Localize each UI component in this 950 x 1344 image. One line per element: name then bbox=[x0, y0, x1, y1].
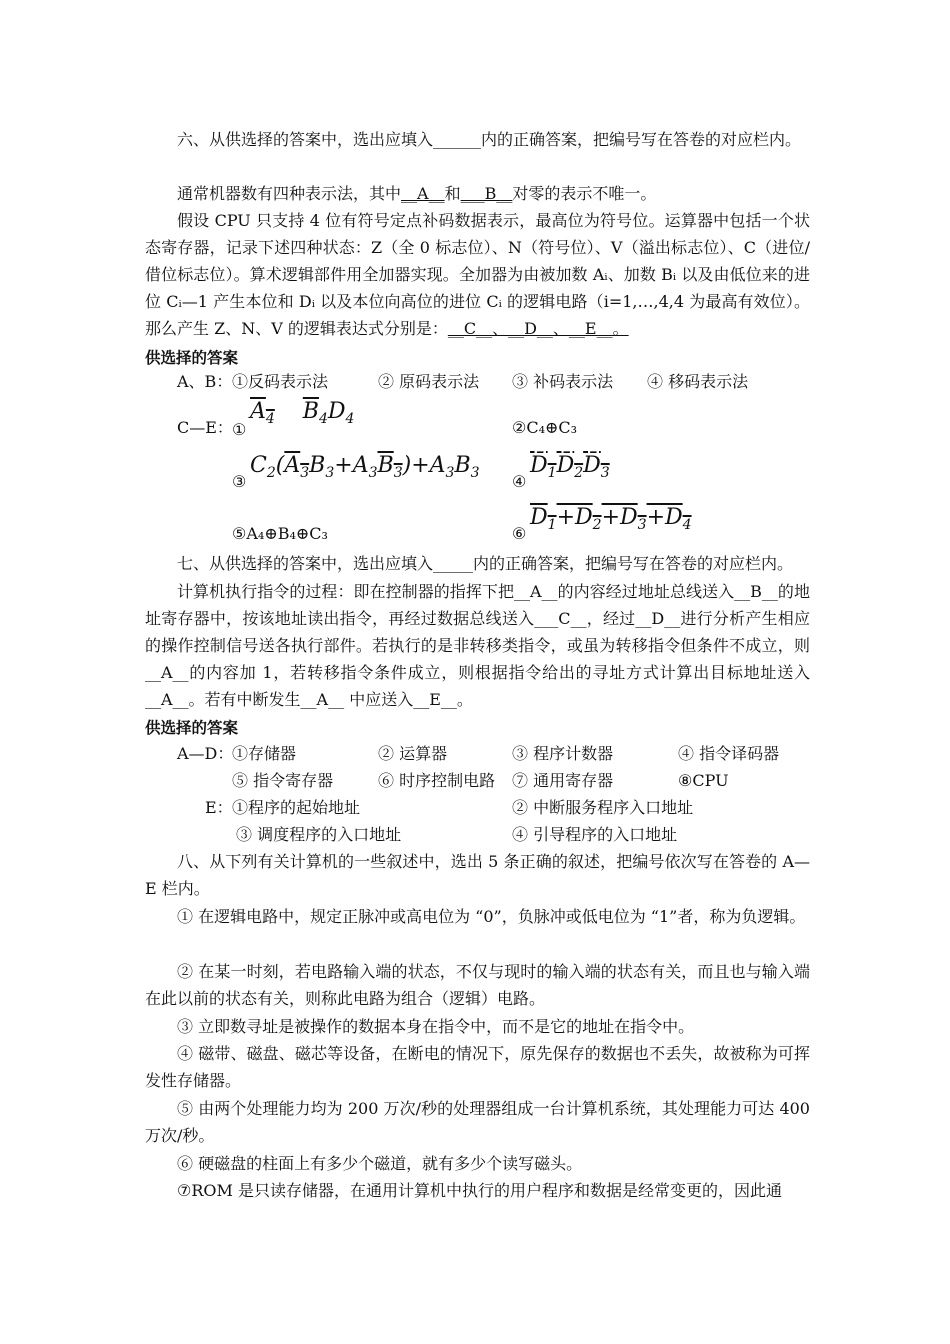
q8-item-1: ① 在逻辑电路中，规定正脉冲或高电位为 “0”，负脉冲或低电位为 “1”者，称为负逻辑。 bbox=[177, 907, 806, 926]
q6-ab-opt-2: ② 原码表示法 bbox=[378, 372, 480, 391]
blank-a: __A__ bbox=[401, 184, 445, 203]
q6-ce-opt-1-num: ① bbox=[232, 420, 247, 439]
q7-e-opt-4: ④ 引导程序的入口地址 bbox=[512, 825, 678, 844]
q6-ce-opt-3-num: ③ bbox=[232, 472, 247, 491]
q8-title: 八、从下列有关计算机的一些叙述中，选出 5 条正确的叙述，把编号依次写在答卷的 A—E 栏内。 bbox=[145, 852, 810, 898]
q7-ad-opt-6: ⑥ 时序控制电路 bbox=[378, 771, 496, 790]
blank-b: ___B__ bbox=[460, 184, 513, 203]
q7-e-opt-2: ② 中断服务程序入口地址 bbox=[512, 798, 694, 817]
q7-ad-label: A—D： bbox=[177, 744, 234, 763]
q6-ce-opt-2: ②C₄⊕C₃ bbox=[512, 418, 578, 437]
blanks-cde: __C__、__D__、__E__。 bbox=[447, 319, 629, 338]
q8-item-7: ⑦ROM 是只读存储器，在通用计算机中执行的用户程序和数据是经常变更的，因此通 bbox=[177, 1181, 782, 1200]
q6-title: 六、从供选择的答案中，选出应填入______内的正确答案，把编号写在答卷的对应栏内。 bbox=[177, 130, 802, 149]
q8-item-2: ② 在某一时刻，若电路输入端的状态，不仅与现时的输入端的状态有关，而且也与输入端在此以前的状态有关，则称此电路为组合（逻辑）电路。 bbox=[145, 962, 810, 1008]
q6-ce-opt-1-formula: $A_4$ $\overline{B}_4D_4$ bbox=[250, 399, 355, 427]
q6-ce-opt-3-formula: $C_2(A_3B_3+A_3B_3)+A_3B_3$ bbox=[250, 453, 480, 481]
q7-answers-heading: 供选择的答案 bbox=[145, 719, 239, 737]
q8-item-3: ③ 立即数寻址是被操作的数据本身在指令中，而不是它的地址在指令中。 bbox=[177, 1017, 695, 1036]
q6-answers-heading: 供选择的答案 bbox=[145, 349, 239, 367]
q7-ad-opt-3: ③ 程序计数器 bbox=[512, 744, 614, 763]
q6-ce-opt-4-formula: $D̄_1D̄_2D̄_3$ bbox=[530, 453, 610, 481]
q6-ce-opt-5: ⑤A₄⊕B₄⊕C₃ bbox=[232, 524, 328, 543]
q6-ab-label: A、B： bbox=[177, 372, 233, 391]
q6-paragraph-1: 通常机器数有四种表示法，其中__A__和___B__对零的表示不唯一。 bbox=[177, 184, 657, 203]
q7-body: 计算机执行指令的过程：即在控制器的指挥下把__A__的内容经过地址总线送入__B__的地址寄存器中，按该地址读出指令，再经过数据总线送入___C__，经过__D__进行分析产生相应的操作控制信号送各执行部件。若执行的是非转移类指令，或虽为转移指令但条件不成立，则__A__的内容加 1，若转移指令条件成立，则根据指令给出的寻址方式计算出目标地址送入__A__。若有中断发生__A__ 中应送入__E__。 bbox=[145, 582, 810, 709]
q7-ad-opt-1: ①存储器 bbox=[232, 744, 297, 763]
q8-item-4: ④ 磁带、磁盘、磁芯等设备，在断电的情况下，原先保存的数据也不丢失，故被称为可挥发性存储器。 bbox=[145, 1044, 810, 1090]
q6-ce-opt-6-formula: $D_1+D_2+D_3+D_4$ bbox=[530, 505, 692, 533]
q7-ad-opt-5: ⑤ 指令寄存器 bbox=[232, 771, 334, 790]
q6-ab-opt-4: ④ 移码表示法 bbox=[647, 372, 749, 391]
q6-ce-opt-4-num: ④ bbox=[512, 472, 527, 491]
q6-ab-opt-3: ③ 补码表示法 bbox=[512, 372, 614, 391]
q7-e-opt-3: ③ 调度程序的入口地址 bbox=[236, 825, 402, 844]
q8-item-5: ⑤ 由两个处理能力均为 200 万次/秒的处理器组成一台计算机系统，其处理能力可达 400 万次/秒。 bbox=[145, 1099, 810, 1145]
q7-ad-opt-2: ② 运算器 bbox=[378, 744, 448, 763]
q6-paragraph-2: 假设 CPU 只支持 4 位有符号定点补码数据表示，最高位为符号位。运算器中包括一个状态寄存器，记录下述四种状态：Z（全 0 标志位）、N（符号位）、V（溢出标志位）、C（进位/借位标志位）。算术逻辑部件用全加器实现。全加器为由被加数 Aᵢ、加数 Bᵢ 以及由低位来的进位 Cᵢ—1 产生本位和 Dᵢ 以及本位向高位的进位 Cᵢ 的逻辑电路（i=1,…,4,4 为最高有效位）。那么产生 Z、N、V 的逻辑表达式分别是：__C__、__D__、__E__。 bbox=[145, 211, 810, 338]
q7-ad-opt-7: ⑦ 通用寄存器 bbox=[512, 771, 614, 790]
q6-ce-opt-6-num: ⑥ bbox=[512, 524, 527, 543]
q6-ce-label: C—E： bbox=[177, 418, 233, 437]
q7-ad-opt-8: ⑧CPU bbox=[678, 771, 729, 790]
q8-item-6: ⑥ 硬磁盘的柱面上有多少个磁道，就有多少个读写磁头。 bbox=[177, 1154, 583, 1173]
q6-ab-opt-1: ①反码表示法 bbox=[232, 372, 329, 391]
q7-ad-opt-4: ④ 指令译码器 bbox=[678, 744, 780, 763]
q7-e-label: E： bbox=[205, 798, 233, 817]
q7-title: 七、从供选择的答案中，选出应填入_____内的正确答案，把编号写在答卷的对应栏内。 bbox=[177, 554, 794, 573]
q7-e-opt-1: ①程序的起始地址 bbox=[232, 798, 361, 817]
